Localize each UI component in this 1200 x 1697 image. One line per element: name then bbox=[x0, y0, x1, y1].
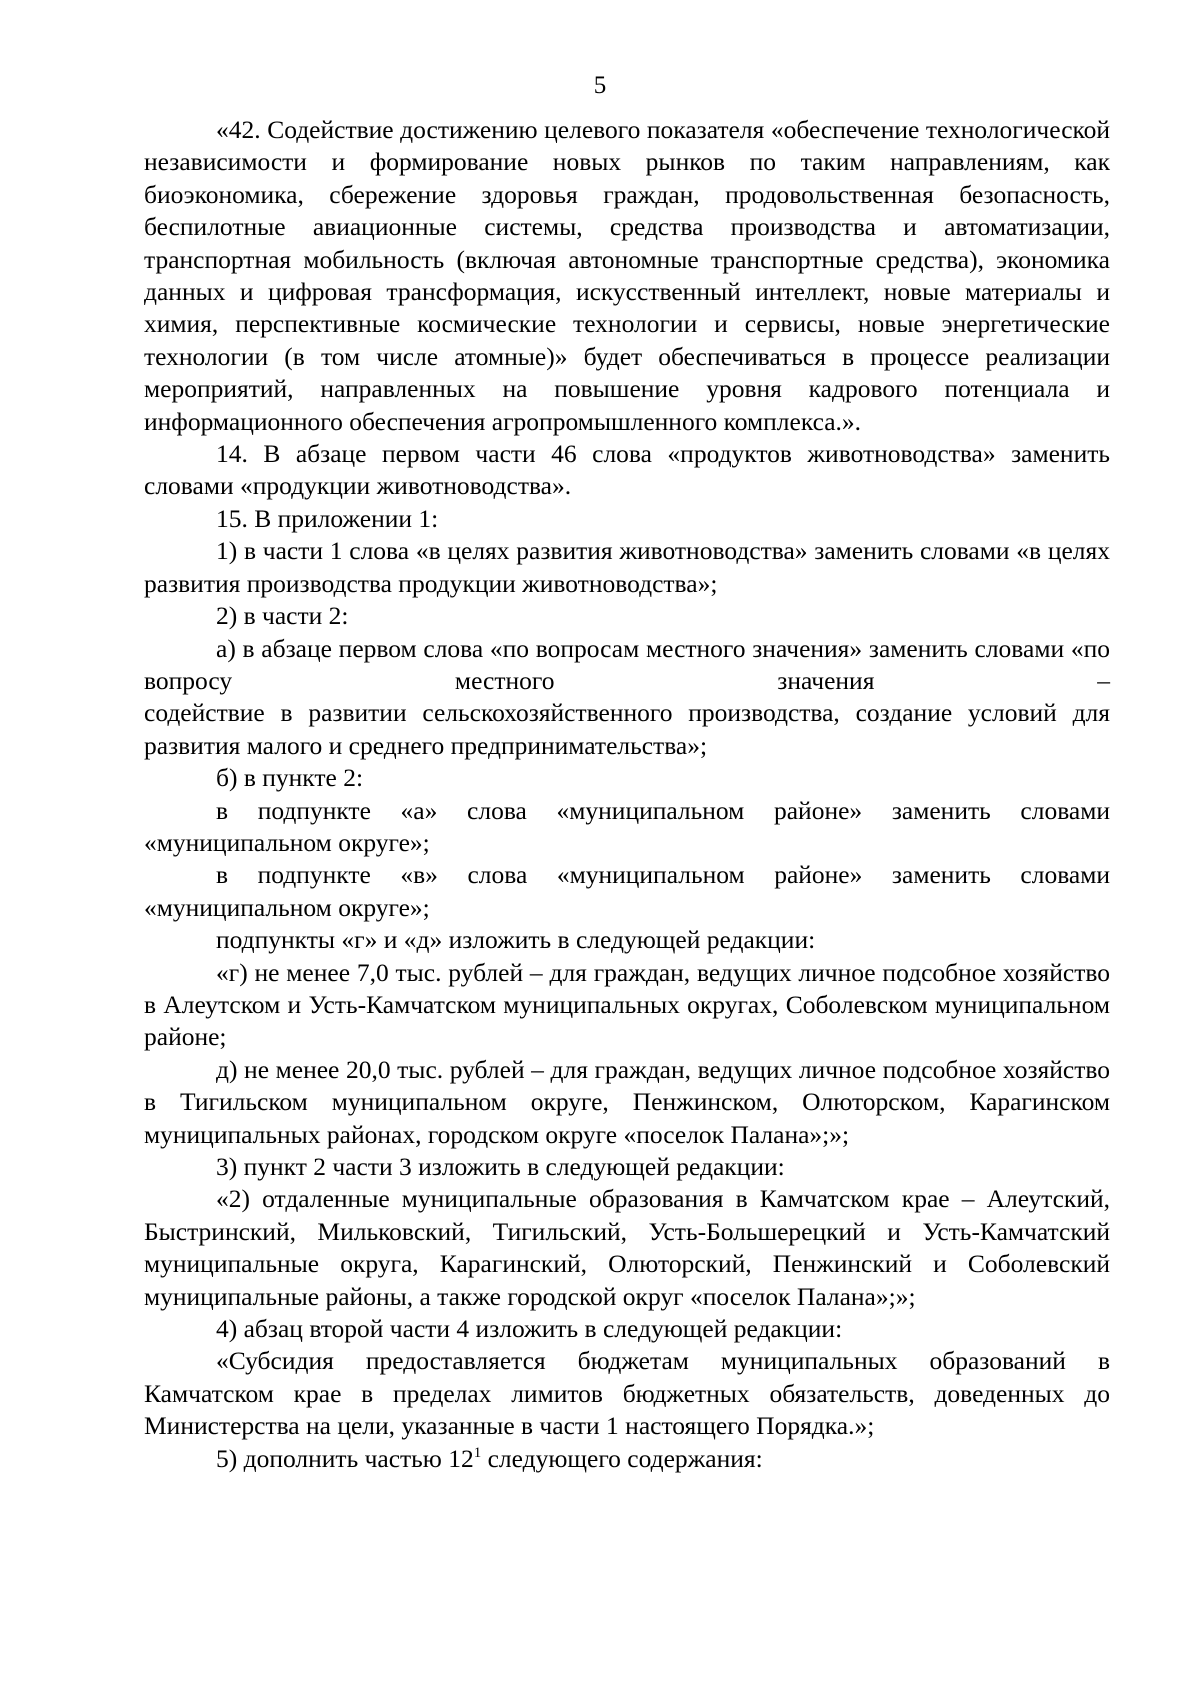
paragraph-point-14: 14. В абзаце первом части 46 слова «продуктов животноводства» заменить словами «продукции животноводства». bbox=[144, 439, 1110, 501]
paragraph-subpoint-2b: б) в пункте 2: bbox=[216, 763, 364, 793]
paragraph-subpoint-2a: а) в абзаце первом слова «по вопросам местного значения» заменить словами «по вопросу местного значения – bbox=[144, 633, 1110, 695]
paragraph-subpoint-2: 2) в части 2: bbox=[216, 601, 349, 631]
paragraph-subsidy: «Субсидия предоставляется бюджетам муниципальных образований в Камчатском крае в пределах лимитов бюджетных обязательств, доведенных до Министерства на цели, указанные в части 1 настоящего Порядка.»; bbox=[144, 1346, 1110, 1441]
subpoint-5-text: 5) дополнить частью 12 bbox=[216, 1443, 474, 1473]
paragraph-subitem-v: в подпункте «в» слова «муниципальном районе» заменить словами «муниципальном округе»; bbox=[144, 860, 1110, 922]
subpoint-5-text-end: следующего содержания: bbox=[481, 1443, 763, 1473]
paragraph-subitem-d: д) не менее 20,0 тыс. рублей – для граждан, ведущих личное подсобное хозяйство в Тигильском муниципальном округе, Пенжинском, Олюторском, Карагинском муниципальных районах, городском округе «поселок Палана»;»; bbox=[144, 1054, 1110, 1149]
paragraph-subpoint-4: 4) абзац второй части 4 изложить в следующей редакции: bbox=[216, 1314, 843, 1344]
paragraph-subitem-g: «г) не менее 7,0 тыс. рублей – для граждан, ведущих личное подсобное хозяйство в Алеутском и Усть-Камчатском муниципальных округах, Соболевском муниципальном районе; bbox=[144, 957, 1110, 1052]
paragraph-subpoint-2a-continued: содействие в развитии сельскохозяйственного производства, создание условий для развития малого и среднего предпринимательства»; bbox=[144, 698, 1110, 760]
paragraph-subpoint-5 bbox=[144, 1443, 1110, 1475]
page-number: 5 bbox=[593, 72, 607, 99]
paragraph-item-42: «42. Содействие достижению целевого показателя «обеспечение технологической независимости и формирование новых рынков по таким направлениям, как биоэкономика, сбережение здоровья граждан, продовольственная безопасность, беспилотные авиационные системы, средства производства и автоматизации, транспортная мобильность (включая автономные транспортные средства), экономика данных и цифровая трансформация, искусственный интеллект, новые материалы и химия, перспективные космические технологии и сервисы, новые энергетические технологии (в том числе атомные)» будет обеспечиваться в процессе реализации мероприятий, направленных на повышение уровня кадрового потенциала и информационного обеспечения агропромышленного комплекса.». bbox=[144, 115, 1110, 436]
paragraph-subpoint-3: 3) пункт 2 части 3 изложить в следующей редакции: bbox=[216, 1152, 785, 1181]
superscript-mark: 1 bbox=[473, 1444, 482, 1461]
document-body bbox=[144, 114, 1110, 1475]
paragraph-subitem-a: в подпункте «а» слова «муниципальном районе» заменить словами «муниципальном округе»; bbox=[144, 795, 1110, 857]
paragraph-point-15: 15. В приложении 1: bbox=[216, 503, 439, 533]
paragraph-subpoint-1: 1) в части 1 слова «в целях развития животноводства» заменить словами «в целях развития производства продукции животноводства»; bbox=[144, 536, 1110, 598]
paragraph-subitems-g-d: подпункты «г» и «д» изложить в следующей редакции: bbox=[216, 925, 816, 955]
paragraph-remote-municipalities: «2) отдаленные муниципальные образования в Камчатском крае – Алеутский, Быстринский, Мильковский, Тигильский, Усть-Большерецкий и Усть-Камчатский муниципальные округа, Карагинский, Олюторский, Пенжинский и Соболевский муниципальные районы, а также городской округ «поселок Палана»;»; bbox=[144, 1184, 1110, 1311]
